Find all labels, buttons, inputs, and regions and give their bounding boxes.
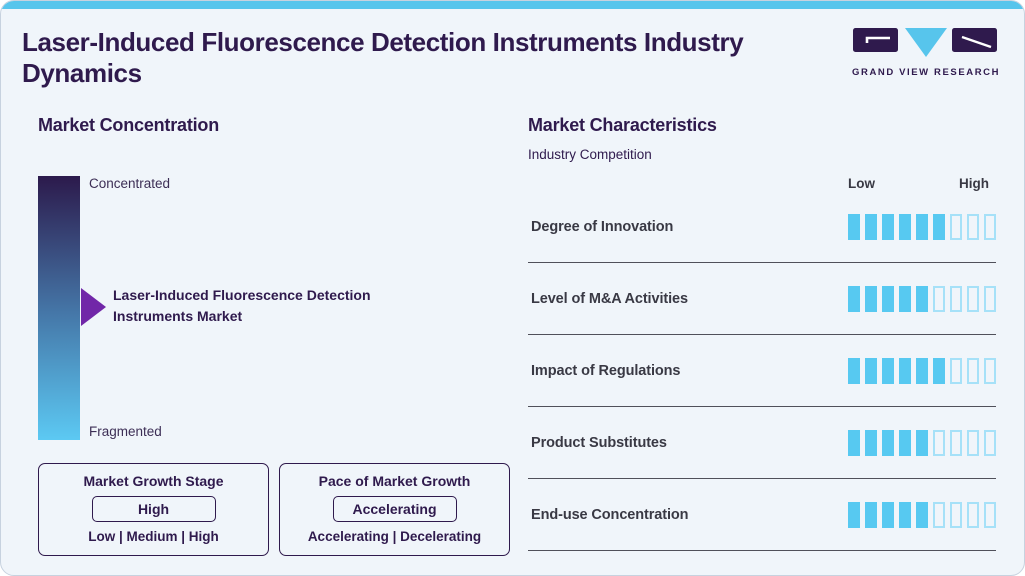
segment-empty	[967, 430, 979, 456]
segment-filled	[865, 358, 877, 384]
segment-empty	[984, 214, 996, 240]
segment-filled	[865, 502, 877, 528]
characteristic-label: Degree of Innovation	[531, 218, 674, 235]
industry-competition-subheading: Industry Competition	[528, 147, 652, 162]
segment-empty	[984, 358, 996, 384]
characteristic-label: Product Substitutes	[531, 434, 667, 451]
rating-bar	[848, 430, 996, 456]
top-accent-bar	[1, 1, 1024, 9]
segment-filled	[882, 430, 894, 456]
pace-selected: Accelerating	[333, 496, 457, 522]
segment-empty	[933, 430, 945, 456]
segment-empty	[984, 502, 996, 528]
concentration-gradient-bar	[38, 176, 80, 440]
segment-empty	[967, 286, 979, 312]
segment-empty	[933, 286, 945, 312]
segment-empty	[950, 358, 962, 384]
segment-empty	[967, 214, 979, 240]
segment-empty	[933, 502, 945, 528]
characteristic-label: End-use Concentration	[531, 506, 689, 523]
segment-empty	[950, 502, 962, 528]
segment-empty	[950, 286, 962, 312]
segment-filled	[882, 286, 894, 312]
characteristics-rows	[528, 191, 996, 551]
characteristic-label: Level of M&A Activities	[531, 290, 688, 307]
segment-empty	[967, 358, 979, 384]
fragmented-label: Fragmented	[89, 424, 162, 439]
segment-empty	[984, 430, 996, 456]
rating-bar	[848, 214, 996, 240]
segment-filled	[882, 214, 894, 240]
characteristic-label: Impact of Regulations	[531, 362, 681, 379]
pace-title: Pace of Market Growth	[318, 473, 471, 489]
segment-filled	[916, 430, 928, 456]
characteristic-row	[528, 407, 996, 479]
segment-empty	[950, 430, 962, 456]
rating-bar	[848, 502, 996, 528]
growth-stage-selected: High	[92, 496, 216, 522]
segment-filled	[933, 214, 945, 240]
pace-options: Accelerating | Decelerating	[307, 529, 482, 544]
segment-filled	[865, 286, 877, 312]
rating-bar	[848, 286, 996, 312]
growth-stage-title: Market Growth Stage	[83, 473, 224, 489]
segment-empty	[950, 214, 962, 240]
pace-of-growth-box	[279, 463, 510, 556]
segment-filled	[899, 430, 911, 456]
growth-stage-options: Low | Medium | High	[88, 529, 219, 544]
segment-filled	[848, 214, 860, 240]
logo-mark	[852, 27, 998, 59]
concentrated-label: Concentrated	[89, 176, 171, 191]
characteristic-row	[528, 479, 996, 551]
segment-empty	[984, 286, 996, 312]
gvr-logo	[852, 27, 1001, 78]
market-characteristics-heading: Market Characteristics	[528, 115, 717, 135]
segment-filled	[848, 430, 860, 456]
segment-filled	[933, 358, 945, 384]
segment-filled	[916, 358, 928, 384]
segment-filled	[848, 286, 860, 312]
characteristic-row	[528, 335, 996, 407]
segment-filled	[848, 358, 860, 384]
segment-filled	[865, 430, 877, 456]
segment-filled	[848, 502, 860, 528]
rating-bar	[848, 358, 996, 384]
scale-high-label: High	[959, 176, 989, 191]
segment-filled	[865, 214, 877, 240]
logo-text: GRAND VIEW RESEARCH	[852, 67, 1001, 78]
segment-filled	[899, 286, 911, 312]
segment-filled	[899, 214, 911, 240]
segment-filled	[916, 214, 928, 240]
market-pointer-arrow-icon	[81, 288, 106, 326]
segment-filled	[899, 358, 911, 384]
page-title: Laser-Induced Fluorescence Detection Instruments Industry Dynamics	[22, 27, 744, 88]
market-concentration-heading: Market Concentration	[38, 115, 220, 135]
market-growth-stage-box	[38, 463, 269, 556]
segment-filled	[916, 502, 928, 528]
segment-filled	[916, 286, 928, 312]
segment-filled	[882, 358, 894, 384]
market-pointer-label: Laser-Induced Fluorescence Detection Instruments Market	[113, 287, 371, 324]
segment-empty	[967, 502, 979, 528]
segment-filled	[899, 502, 911, 528]
scale-low-label: Low	[848, 176, 875, 191]
characteristic-row	[528, 191, 996, 263]
characteristic-row	[528, 263, 996, 335]
segment-filled	[882, 502, 894, 528]
